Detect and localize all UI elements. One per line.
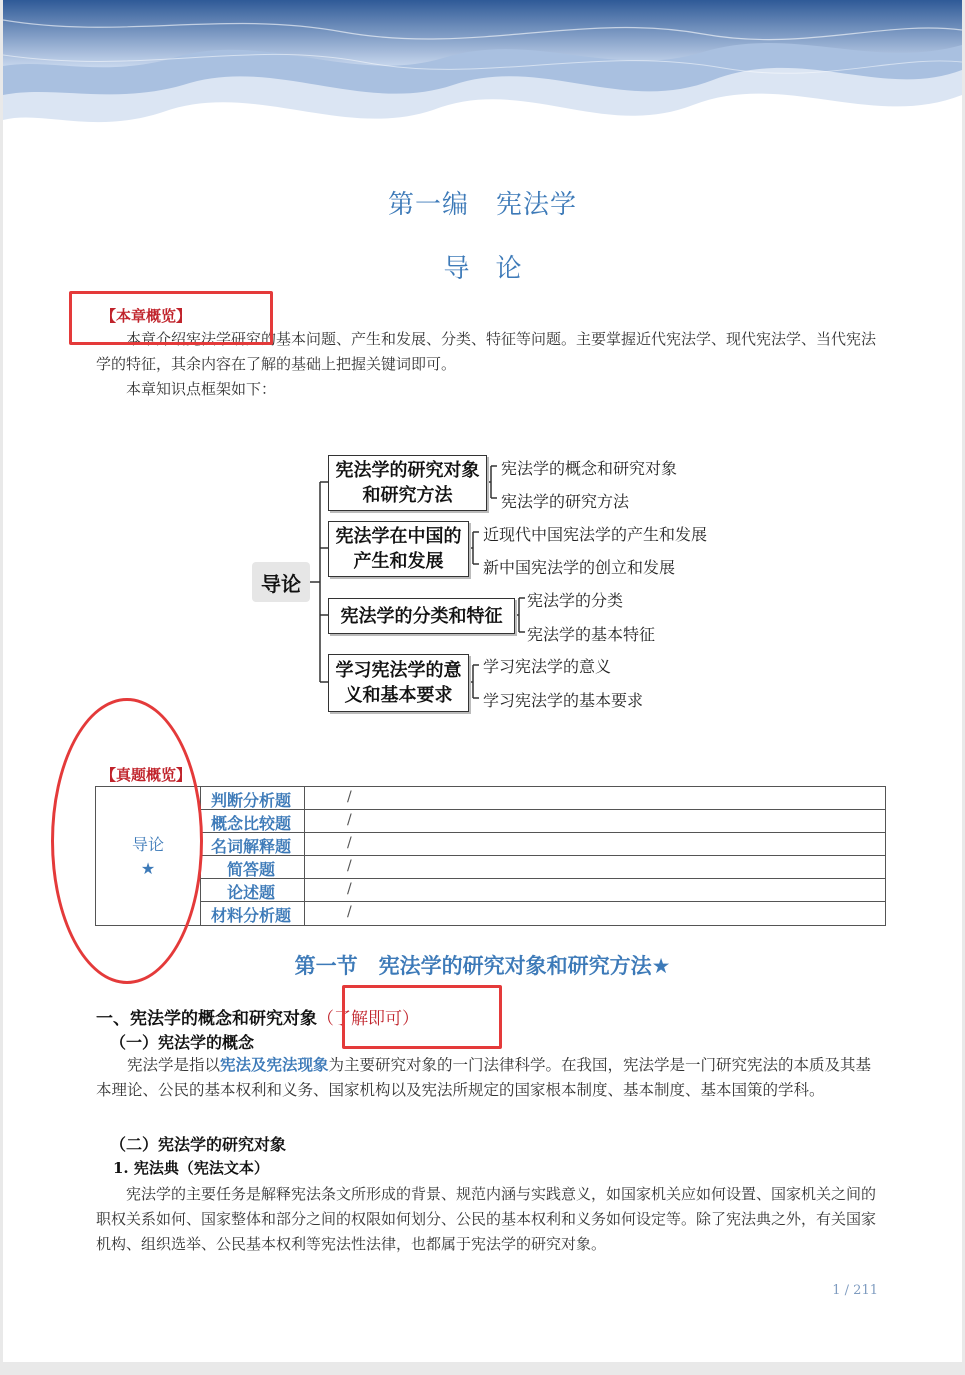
concept-text-b: 为主要研究对象的一门法律科学。在我国，宪法学是一门研究宪法的本质及其基本理论、公民的基本权利和义务、国家机构以及宪法所规定的国家根本制度、基本制度、基本国策的学科。 [96, 1056, 872, 1099]
table-row-line [201, 855, 885, 856]
question-type: 材料分析题 [210, 906, 291, 925]
branch-4-line1: 学习宪法学的意 [335, 660, 462, 681]
annotation-oval [51, 698, 203, 984]
concept-keyword: 宪法及宪法现象 [220, 1056, 329, 1074]
heading-1-note: （了解即可） [317, 1009, 419, 1029]
question-value: / [347, 789, 352, 805]
mindmap-leaf: 宪法学的概念和研究对象 [501, 459, 678, 478]
subheading-object: （二）宪法学的研究对象 [110, 1135, 287, 1154]
branch-4-line2: 义和基本要求 [344, 685, 453, 706]
question-type: 名词解释题 [210, 837, 291, 856]
question-value: / [347, 835, 352, 851]
question-value: / [347, 904, 352, 920]
mindmap-leaf: 学习宪法学的基本要求 [483, 691, 644, 710]
question-type: 论述题 [226, 883, 275, 902]
mindmap-leaf: 近现代中国宪法学的产生和发展 [483, 525, 708, 544]
framework-intro: 本章知识点框架如下： [126, 380, 277, 398]
mindmap-leaf: 宪法学的研究方法 [501, 492, 630, 511]
annotation-box-note [342, 985, 502, 1049]
question-value: / [347, 881, 352, 897]
heading-1-text: 一、宪法学的概念和研究对象 [96, 1009, 317, 1029]
constitution-code-paragraph: 宪法学的主要任务是解释宪法条文所形成的背景、规范内涵与实践意义，如国家机关应如何设置、国家机关之间的职权关系如何、国家整体和部分之间的权限如何划分、公民的基本权利和义务如何设定等。除了宪法典之外，有关国家机构、组织选举、公民基本权利等宪法性法律，也都属于宪法学的研究对象。 [96, 1185, 877, 1253]
question-type: 判断分析题 [210, 791, 291, 810]
branch-1-line2: 和研究方法 [362, 485, 453, 506]
exam-chapter: 导论 [131, 835, 164, 854]
star-icon: ★ [140, 859, 156, 878]
part-title: 第一编 宪法学 [387, 190, 577, 220]
mindmap-leaf: 学习宪法学的意义 [483, 657, 612, 676]
document-page [3, 0, 962, 1362]
question-value: / [347, 812, 352, 828]
table-row-line [201, 832, 885, 833]
question-type: 概念比较题 [210, 814, 291, 833]
mindmap-branch-1 [328, 455, 487, 511]
mindmap-root: 导论 [252, 562, 310, 602]
mindmap-leaf: 新中国宪法学的创立和发展 [483, 558, 676, 577]
subheading-concept: （一）宪法学的概念 [110, 1033, 255, 1052]
exam-overview-tag: 【真题概览】 [101, 766, 192, 784]
question-value: / [347, 858, 352, 874]
mindmap-leaf: 宪法学的基本特征 [527, 625, 656, 644]
subheading-constitution-code: 1. 宪法典（宪法文本） [113, 1159, 269, 1177]
mindmap-branch-3 [328, 598, 515, 634]
question-type: 简答题 [226, 860, 275, 879]
branch-2-line2: 产生和发展 [353, 551, 444, 572]
table-row-line [201, 809, 885, 810]
overview-paragraph: 本章介绍宪法学研究的基本问题、产生和发展、分类、特征等问题。主要掌握近代宪法学、现代宪法学、当代宪法学的特征，其余内容在了解的基础上把握关键词即可。 [96, 330, 877, 373]
page-number: 1 / 211 [832, 1283, 878, 1298]
mindmap-branch-4 [328, 654, 469, 712]
concept-text-a: 宪法学是指以 [127, 1056, 221, 1074]
table-row-line [201, 878, 885, 879]
section-title: 第一节 宪法学的研究对象和研究方法★ [294, 954, 671, 978]
branch-2-line1: 宪法学在中国的 [335, 526, 462, 547]
table-divider [304, 787, 305, 925]
table-row-line [201, 901, 885, 902]
overview-tag: 【本章概览】 [101, 307, 192, 325]
mindmap-branch-2 [328, 521, 469, 577]
branch-1-line1: 宪法学的研究对象 [335, 460, 480, 481]
branch-3-line1: 宪法学的分类和特征 [340, 605, 503, 627]
chapter-title: 导 论 [443, 254, 522, 284]
mindmap-leaf: 宪法学的分类 [527, 591, 624, 610]
mindmap-connectors [3, 0, 962, 760]
concept-paragraph [96, 1053, 882, 1103]
